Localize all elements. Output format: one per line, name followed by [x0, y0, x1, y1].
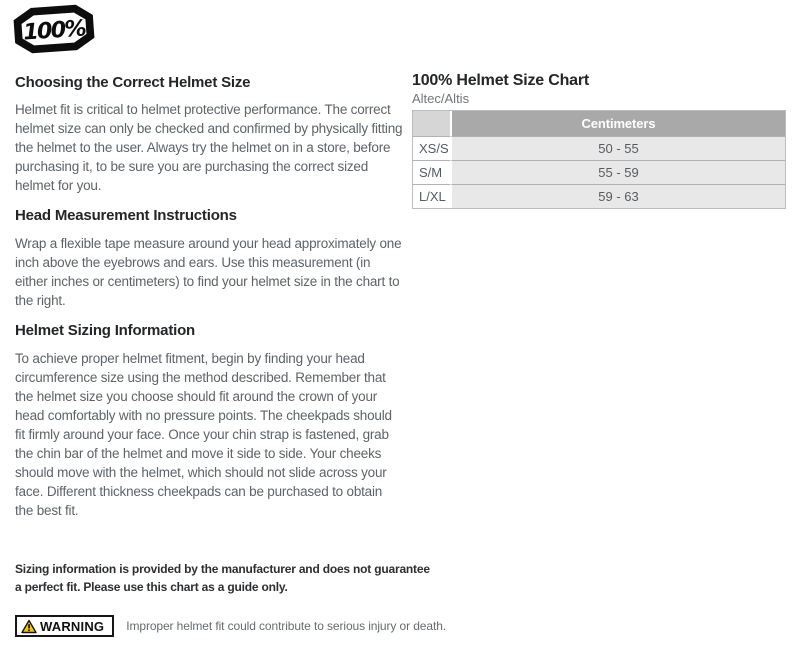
disclaimer-text: Sizing information is provided by the manufacturer and does not guarantee a perfect fit. Please use this chart as a guide only.: [15, 562, 430, 594]
section-heading-choosing-size: Choosing the Correct Helmet Size: [15, 74, 251, 91]
size-label-cell: XS/S: [413, 136, 450, 160]
size-chart-table: [412, 110, 786, 209]
table-header-centimeters: Centimeters: [450, 111, 785, 136]
cm-value-cell: 50 - 55: [450, 136, 785, 160]
section-body-sizing-information: To achieve proper helmet fitment, begin by finding your head circumference size using the method described. Remember that the helmet size you choose should fit around the crown of your head comfortably with no pressure points. The cheekpads should fit firmly around your face. Once your chin strap is fastened, grab the chin bar of the helmet and move it side to side. Your cheeks should move with the helmet, which should not slide across your face. Different thickness cheekpads can be purchased to obtain the best fit.: [15, 351, 392, 518]
warning-label: WARNING: [40, 618, 105, 634]
cm-value-cell: 59 - 63: [450, 184, 785, 208]
table-corner-cell: [413, 111, 450, 136]
section-body-choosing-size: Helmet fit is critical to helmet protective performance. The correct helmet size can only be checked and confirmed by physically fitting the helmet to the user. Always try the helmet on in a store, before purchasing it, to be sure you are purchasing the correct sized helmet for you.: [15, 102, 403, 193]
size-label-cell: L/XL: [413, 184, 450, 208]
table-header-row: [413, 111, 785, 136]
cm-value-cell: 55 - 59: [450, 160, 785, 184]
warning-box: [15, 615, 114, 637]
size-chart-subtitle: Altec/Altis: [412, 91, 470, 106]
section-heading-head-measurement: Head Measurement Instructions: [15, 207, 237, 224]
warning-text: Improper helmet fit could contribute to serious injury or death.: [126, 619, 446, 633]
size-label-cell: S/M: [413, 160, 450, 184]
brand-logo-badge-icon: [13, 3, 95, 55]
brand-logo-text: 100%: [22, 15, 86, 46]
section-body-head-measurement: Wrap a flexible tape measure around your head approximately one inch above the eyebrows and ears. Use this measurement (in either inches or centimeters) to find your helmet size in the chart to the right.: [15, 236, 402, 308]
size-chart-title: 100% Helmet Size Chart: [412, 72, 590, 89]
table-row: [413, 136, 785, 160]
warning-triangle-icon: [21, 619, 37, 634]
brand-logo: [13, 3, 95, 55]
section-heading-sizing-information: Helmet Sizing Information: [15, 322, 196, 339]
table-row: [413, 160, 785, 184]
warning-row: [15, 615, 446, 637]
table-row: [413, 184, 785, 208]
